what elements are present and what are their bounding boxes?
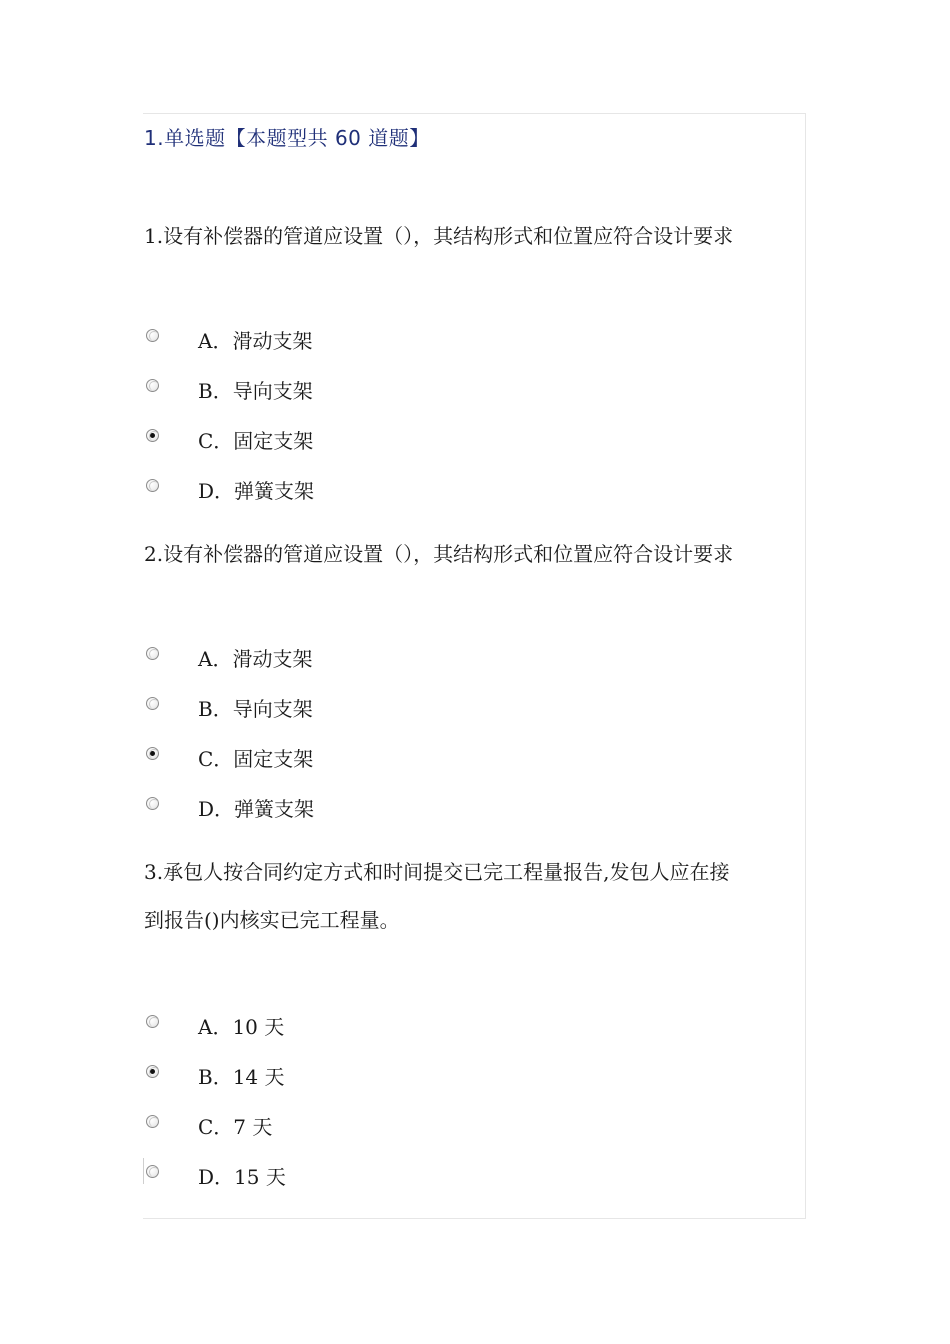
- option-label: C．7 天: [198, 1115, 273, 1139]
- option-label: B．导向支架: [198, 379, 313, 403]
- question-3-option-b[interactable]: [144, 1065, 544, 1104]
- question-1-text: 1.设有补偿器的管道应设置（），其结构形式和位置应符合设计要求: [144, 224, 734, 248]
- question-3-option-d[interactable]: [144, 1165, 544, 1204]
- radio-button[interactable]: [146, 797, 159, 810]
- option-label: D．弹簧支架: [198, 797, 315, 821]
- radio-button[interactable]: [146, 479, 159, 492]
- option-label: C．固定支架: [198, 747, 314, 771]
- question-2-option-a[interactable]: [144, 647, 544, 686]
- radio-button[interactable]: [146, 379, 159, 392]
- question-1-option-a[interactable]: [144, 329, 544, 368]
- radio-button[interactable]: [146, 329, 159, 342]
- focus-divider: [143, 1158, 144, 1184]
- radio-button[interactable]: [146, 1165, 159, 1178]
- question-3-option-a[interactable]: [144, 1015, 544, 1054]
- option-label: B．导向支架: [198, 697, 313, 721]
- option-label: D．弹簧支架: [198, 479, 315, 503]
- question-1-option-b[interactable]: [144, 379, 544, 418]
- question-3-text-line-1: 3.承包人按合同约定方式和时间提交已完工程量报告,发包人应在接: [144, 860, 730, 884]
- radio-button-selected[interactable]: [146, 1065, 159, 1078]
- option-label: D．15 天: [198, 1165, 286, 1189]
- option-label: C．固定支架: [198, 429, 314, 453]
- option-label: A．滑动支架: [198, 329, 313, 353]
- radio-button[interactable]: [146, 697, 159, 710]
- question-2-option-b[interactable]: [144, 697, 544, 736]
- section-title: 1.单选题【本题型共 60 道题】: [144, 126, 430, 150]
- question-2-option-d[interactable]: [144, 797, 544, 836]
- radio-button[interactable]: [146, 647, 159, 660]
- radio-button-selected[interactable]: [146, 747, 159, 760]
- option-label: A．10 天: [198, 1015, 285, 1039]
- option-label: A．滑动支架: [198, 647, 313, 671]
- question-1-option-c[interactable]: [144, 429, 544, 468]
- question-2-option-c[interactable]: [144, 747, 544, 786]
- question-3-option-c[interactable]: [144, 1115, 544, 1154]
- radio-dot: [150, 1069, 155, 1074]
- option-label: B．14 天: [198, 1065, 285, 1089]
- question-3-text-line-2: 到报告()内核实已完工程量。: [144, 908, 400, 932]
- radio-button[interactable]: [146, 1015, 159, 1028]
- radio-button[interactable]: [146, 1115, 159, 1128]
- radio-button-selected[interactable]: [146, 429, 159, 442]
- question-1-option-d[interactable]: [144, 479, 544, 518]
- question-2-text: 2.设有补偿器的管道应设置（），其结构形式和位置应符合设计要求: [144, 542, 734, 566]
- radio-dot: [150, 433, 155, 438]
- radio-dot: [150, 751, 155, 756]
